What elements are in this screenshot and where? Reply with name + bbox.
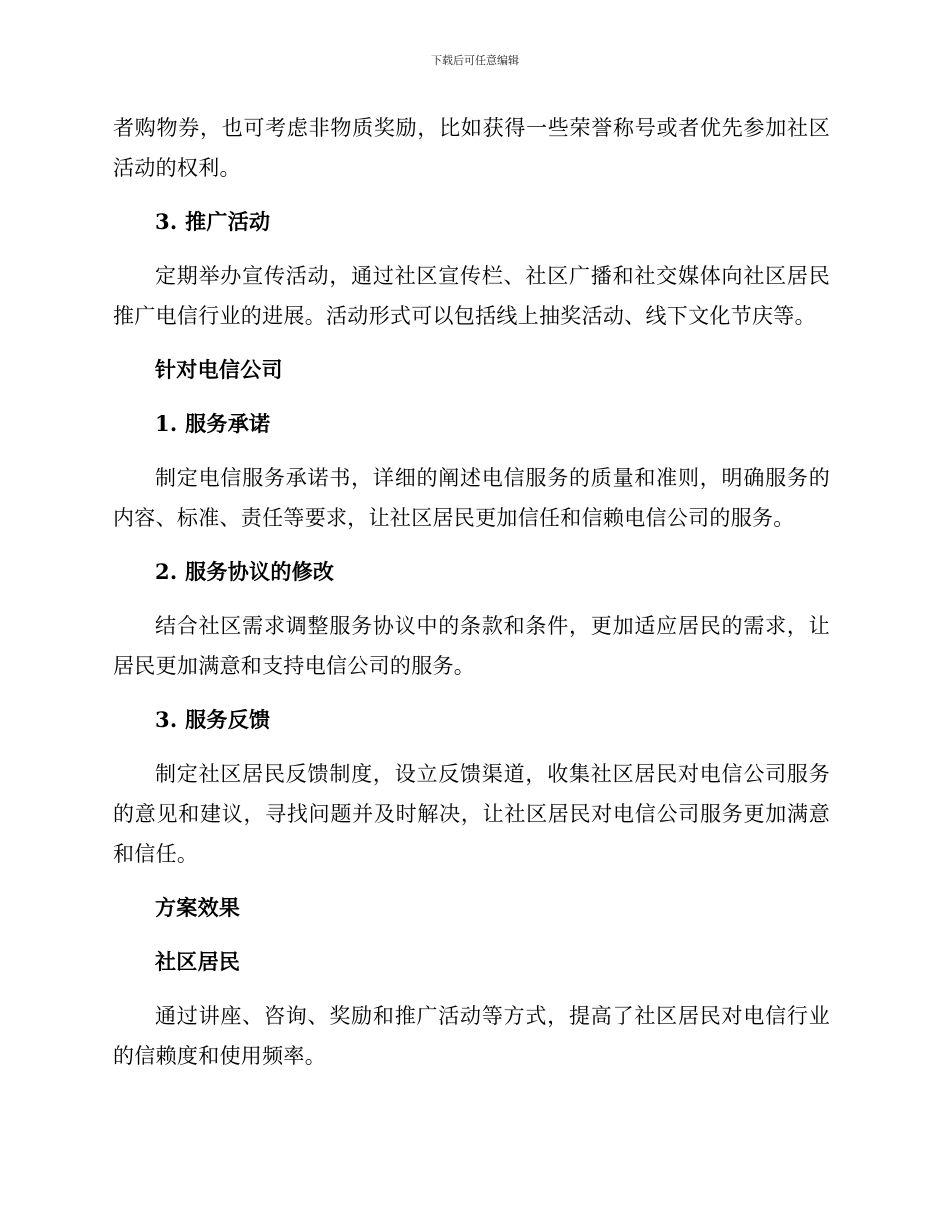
heading-service-feedback: 3. 服务反馈	[155, 707, 271, 732]
paragraph-service-feedback: 制定社区居民反馈制度，设立反馈渠道，收集社区居民对电信公司服务的意见和建议，寻找问题并及时解决，让社区居民对电信公司服务更加满意和信任。	[113, 762, 830, 866]
paragraph-service-agreement-revision: 结合社区需求调整服务协议中的条款和条件，更加适应居民的需求，让居民更加满意和支持电信公司的服务。	[113, 614, 830, 678]
paragraph-rewards-continued: 者购物券，也可考虑非物质奖励，比如获得一些荣誉称号或者优先参加社区活动的权利。	[113, 116, 830, 180]
heading-service-agreement-revision: 2. 服务协议的修改	[155, 559, 335, 584]
heading-plan-effects: 方案效果	[155, 895, 241, 920]
heading-promotion-activities: 3. 推广活动	[155, 209, 271, 234]
paragraph-service-commitment: 制定电信服务承诺书，详细的阐述电信服务的质量和准则，明确服务的内容、标准、责任等要求，让社区居民更加信任和信赖电信公司的服务。	[113, 466, 830, 530]
page-header: 下载后可任意编辑	[431, 54, 519, 67]
heading-for-telecom-companies: 针对电信公司	[155, 357, 283, 382]
paragraph-promotion-activities: 定期举办宣传活动，通过社区宣传栏、社区广播和社交媒体向社区居民推广电信行业的进展。活动形式可以包括线上抽奖活动、线下文化节庆等。	[113, 264, 830, 328]
document-body	[113, 108, 830, 1090]
paragraph-community-residents-effect: 通过讲座、咨询、奖励和推广活动等方式，提高了社区居民对电信行业的信赖度和使用频率。	[113, 1004, 830, 1068]
heading-service-commitment: 1. 服务承诺	[155, 411, 271, 436]
heading-community-residents: 社区居民	[155, 949, 241, 974]
